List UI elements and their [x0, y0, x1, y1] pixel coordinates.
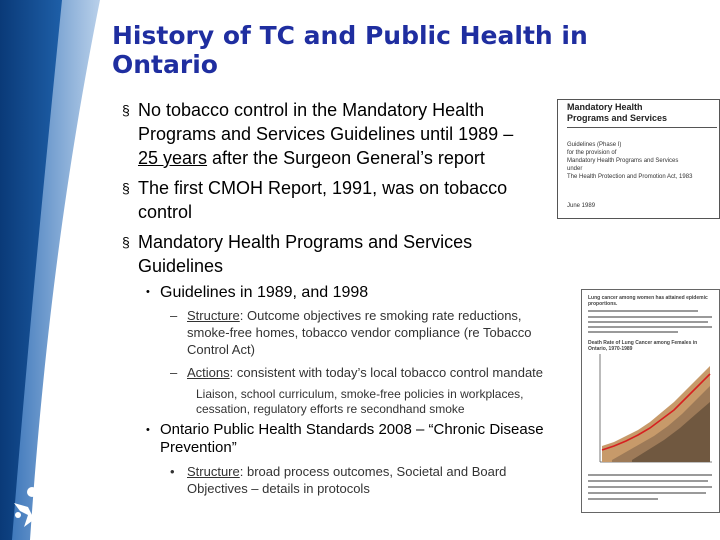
dash-line [170, 307, 570, 324]
doc-text: Guidelines (Phase I) [567, 142, 622, 148]
square-bullet-marker: § [122, 102, 130, 118]
sub-bullet-text: Guidelines in 1989, and 1998 [160, 284, 369, 301]
dot-text: : broad process outcomes, Societal and Board [239, 464, 507, 479]
dash-bullet-actions [170, 364, 580, 381]
bullet-line: Mandatory Health Programs and Services [138, 232, 473, 252]
bullet-no-tobacco-control [122, 98, 562, 170]
square-bullet-marker: § [122, 180, 130, 196]
doc-text-line [588, 310, 698, 312]
sub-bullet-line: Prevention” [160, 439, 237, 456]
underlined-label: Actions [187, 365, 230, 380]
sidebar-decoration [0, 0, 100, 540]
doc-heading: Lung cancer among women has attained epidemic proportions. [588, 295, 708, 307]
plain-line: Liaison, school curriculum, smoke-free policies in workplaces, [196, 387, 524, 401]
sub-bullet-ophs-2008 [146, 421, 576, 457]
dot-line [170, 463, 540, 480]
underlined-text: 25 years [138, 148, 208, 168]
bullet-mandatory-guidelines [122, 230, 562, 278]
logo-text-simcoe: simcoe [58, 484, 122, 504]
guidelines-document-thumbnail [557, 99, 720, 219]
doc-chart-title: Death Rate of Lung Cancer among Females in Ontario, 1970-1989 [588, 340, 698, 352]
bullet-line: Guidelines [138, 256, 224, 276]
bullet-text: after the Surgeon General’s report [207, 148, 485, 168]
doc-date: June 1989 [567, 203, 596, 209]
logo-text-district: DISTRICT HEALTH UNIT [58, 521, 144, 528]
dash-text: : Outcome objectives re smoking rate reductions, [239, 308, 522, 323]
dash-text: : consistent with today’s local tobacco control mandate [229, 365, 544, 380]
logo-text-muskoka: muskoka [58, 501, 138, 521]
bullet-cmoh-report [122, 176, 562, 224]
death-rate-chart-graphic [592, 350, 714, 468]
dot-bullet-marker: • [146, 424, 150, 436]
dash-line: Control Act) [187, 342, 255, 357]
doc-text: Mandatory Health Programs and Services [567, 158, 679, 164]
bullet-line: The first CMOH Report, 1991, was on tobacco [138, 178, 508, 198]
dot-bullet-marker: • [146, 286, 150, 298]
doc-text-line [588, 326, 712, 328]
dash-line [170, 364, 580, 381]
dot-bullet-structure-2008 [170, 463, 540, 497]
doc-text-line [588, 316, 712, 318]
dot-line: Objectives – details in protocols [187, 481, 370, 496]
dash-bullet-marker: – [170, 365, 178, 380]
bullet-line: Programs and Services Guidelines until 1989 – [138, 124, 514, 144]
bullet-line: No tobacco control in the Mandatory Health [138, 100, 485, 120]
doc-heading: Mandatory Health Programs and Services [567, 102, 668, 123]
bullet-line: control [138, 202, 193, 222]
actions-detail-text [196, 387, 556, 417]
logo-people-icon [10, 485, 54, 529]
slide-title: History of TC and Public Health in Ontario [112, 21, 588, 79]
doc-text-line [588, 492, 706, 494]
doc-text-line [588, 331, 678, 333]
doc-rule [567, 127, 717, 128]
sub-bullet-guidelines-years [146, 283, 566, 302]
doc-text-line [588, 321, 708, 323]
sub-bullet-line: Ontario Public Health Standards 2008 – “Chronic Disease [160, 421, 544, 438]
doc-text-line [588, 498, 658, 500]
underlined-label: Structure [187, 308, 240, 323]
doc-text: The Health Protection and Promotion Act, 1983 [567, 174, 693, 180]
doc-text-line [588, 474, 712, 476]
dot-bullet-marker: • [170, 464, 175, 479]
plain-line: cessation, regulatory efforts re secondhand smoke [196, 402, 465, 416]
dash-bullet-structure [170, 307, 570, 358]
sidebar-shape [0, 0, 100, 540]
dash-line: smoke-free homes, tobacco vendor compliance (re Tobacco [187, 325, 532, 340]
underlined-label: Structure [187, 464, 240, 479]
square-bullet-marker: § [122, 234, 130, 250]
doc-text: for the provision of [567, 150, 617, 156]
lung-cancer-report-thumbnail [581, 289, 720, 513]
doc-text: under [567, 166, 583, 172]
doc-text-line [588, 486, 712, 488]
simcoe-muskoka-logo [10, 483, 160, 533]
doc-text-line [588, 480, 708, 482]
bullet-line [122, 146, 562, 170]
dash-bullet-marker: – [170, 308, 178, 323]
